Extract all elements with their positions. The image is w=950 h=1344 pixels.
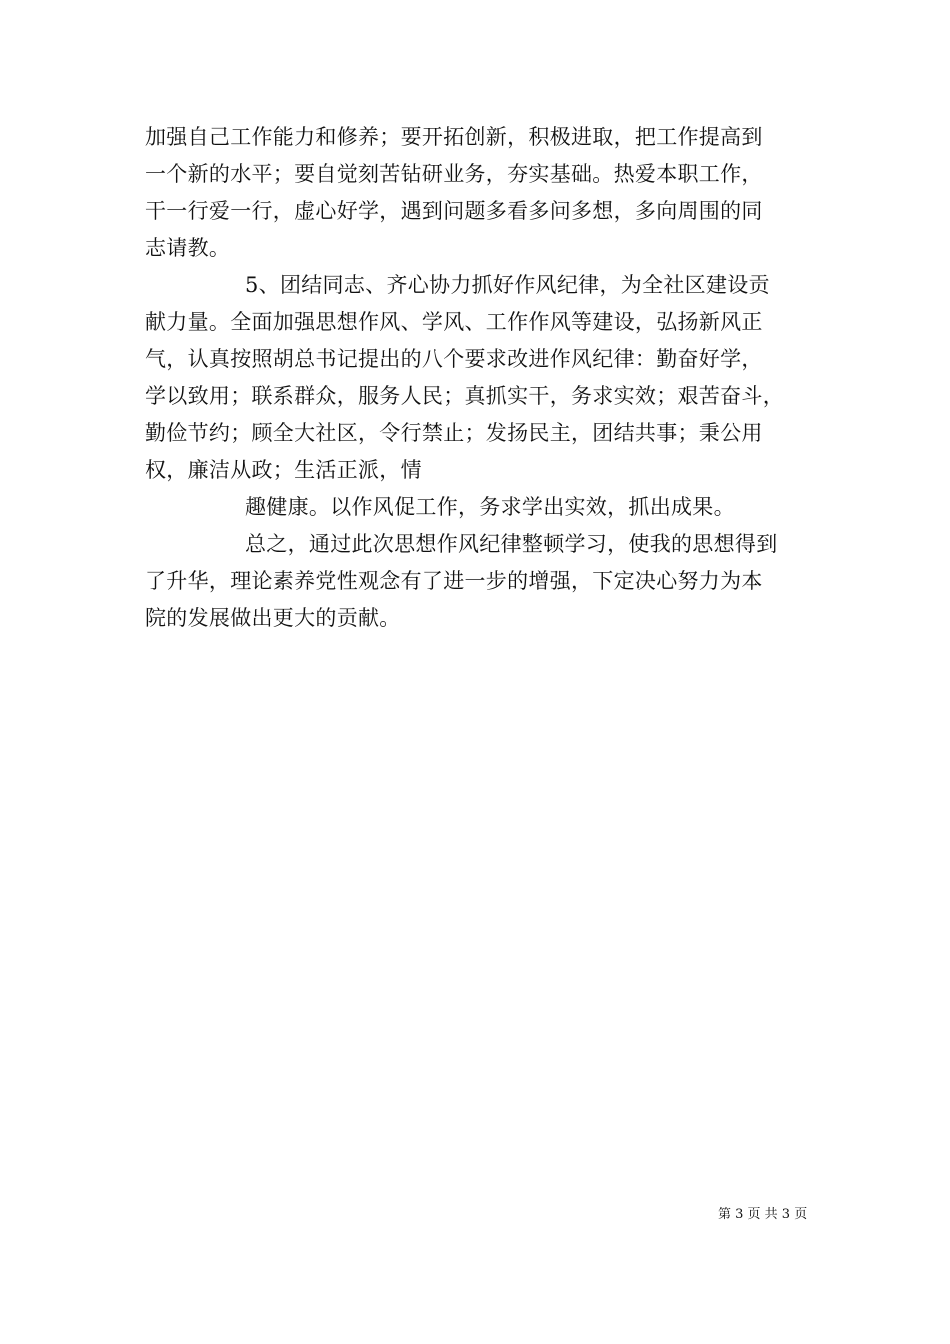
text-line: 趣健康。以作风促工作，务求学出实效，抓出成果。 xyxy=(245,495,735,519)
text-line: 加强自己工作能力和修养；要开拓创新，积极进取，把工作提高到 xyxy=(145,125,763,149)
document-body xyxy=(145,119,825,637)
text-line: 总之，通过此次思想作风纪律整顿学习，使我的思想得到 xyxy=(245,532,778,556)
text-line: 5、团结同志、齐心协力抓好作风纪律，为全社区建设贡 xyxy=(245,273,770,297)
page-number: 第 3 页 共 3 页 xyxy=(718,1207,808,1222)
text-line: 气，认真按照胡总书记提出的八个要求改进作风纪律：勤奋好学， xyxy=(145,347,763,371)
text-line: 干一行爱一行，虚心好学，遇到问题多看多问多想，多向周围的同 xyxy=(145,199,763,223)
text-line: 学以致用；联系群众，服务人民；真抓实干，务求实效；艰苦奋斗， xyxy=(145,384,784,408)
text-line: 了升华，理论素养党性观念有了进一步的增强，下定决心努力为本 xyxy=(145,569,763,593)
text-line: 权，廉洁从政；生活正派，情 xyxy=(145,458,422,482)
text-line: 献力量。全面加强思想作风、学风、工作作风等建设，弘扬新风正 xyxy=(145,310,763,334)
text-line: 院的发展做出更大的贡献。 xyxy=(145,606,401,630)
text-line: 志请教。 xyxy=(145,236,231,260)
text-line: 勤俭节约；顾全大社区，令行禁止；发扬民主，团结共事；秉公用 xyxy=(145,421,763,445)
text-line: 一个新的水平；要自觉刻苦钻研业务，夯实基础。热爱本职工作， xyxy=(145,162,763,186)
